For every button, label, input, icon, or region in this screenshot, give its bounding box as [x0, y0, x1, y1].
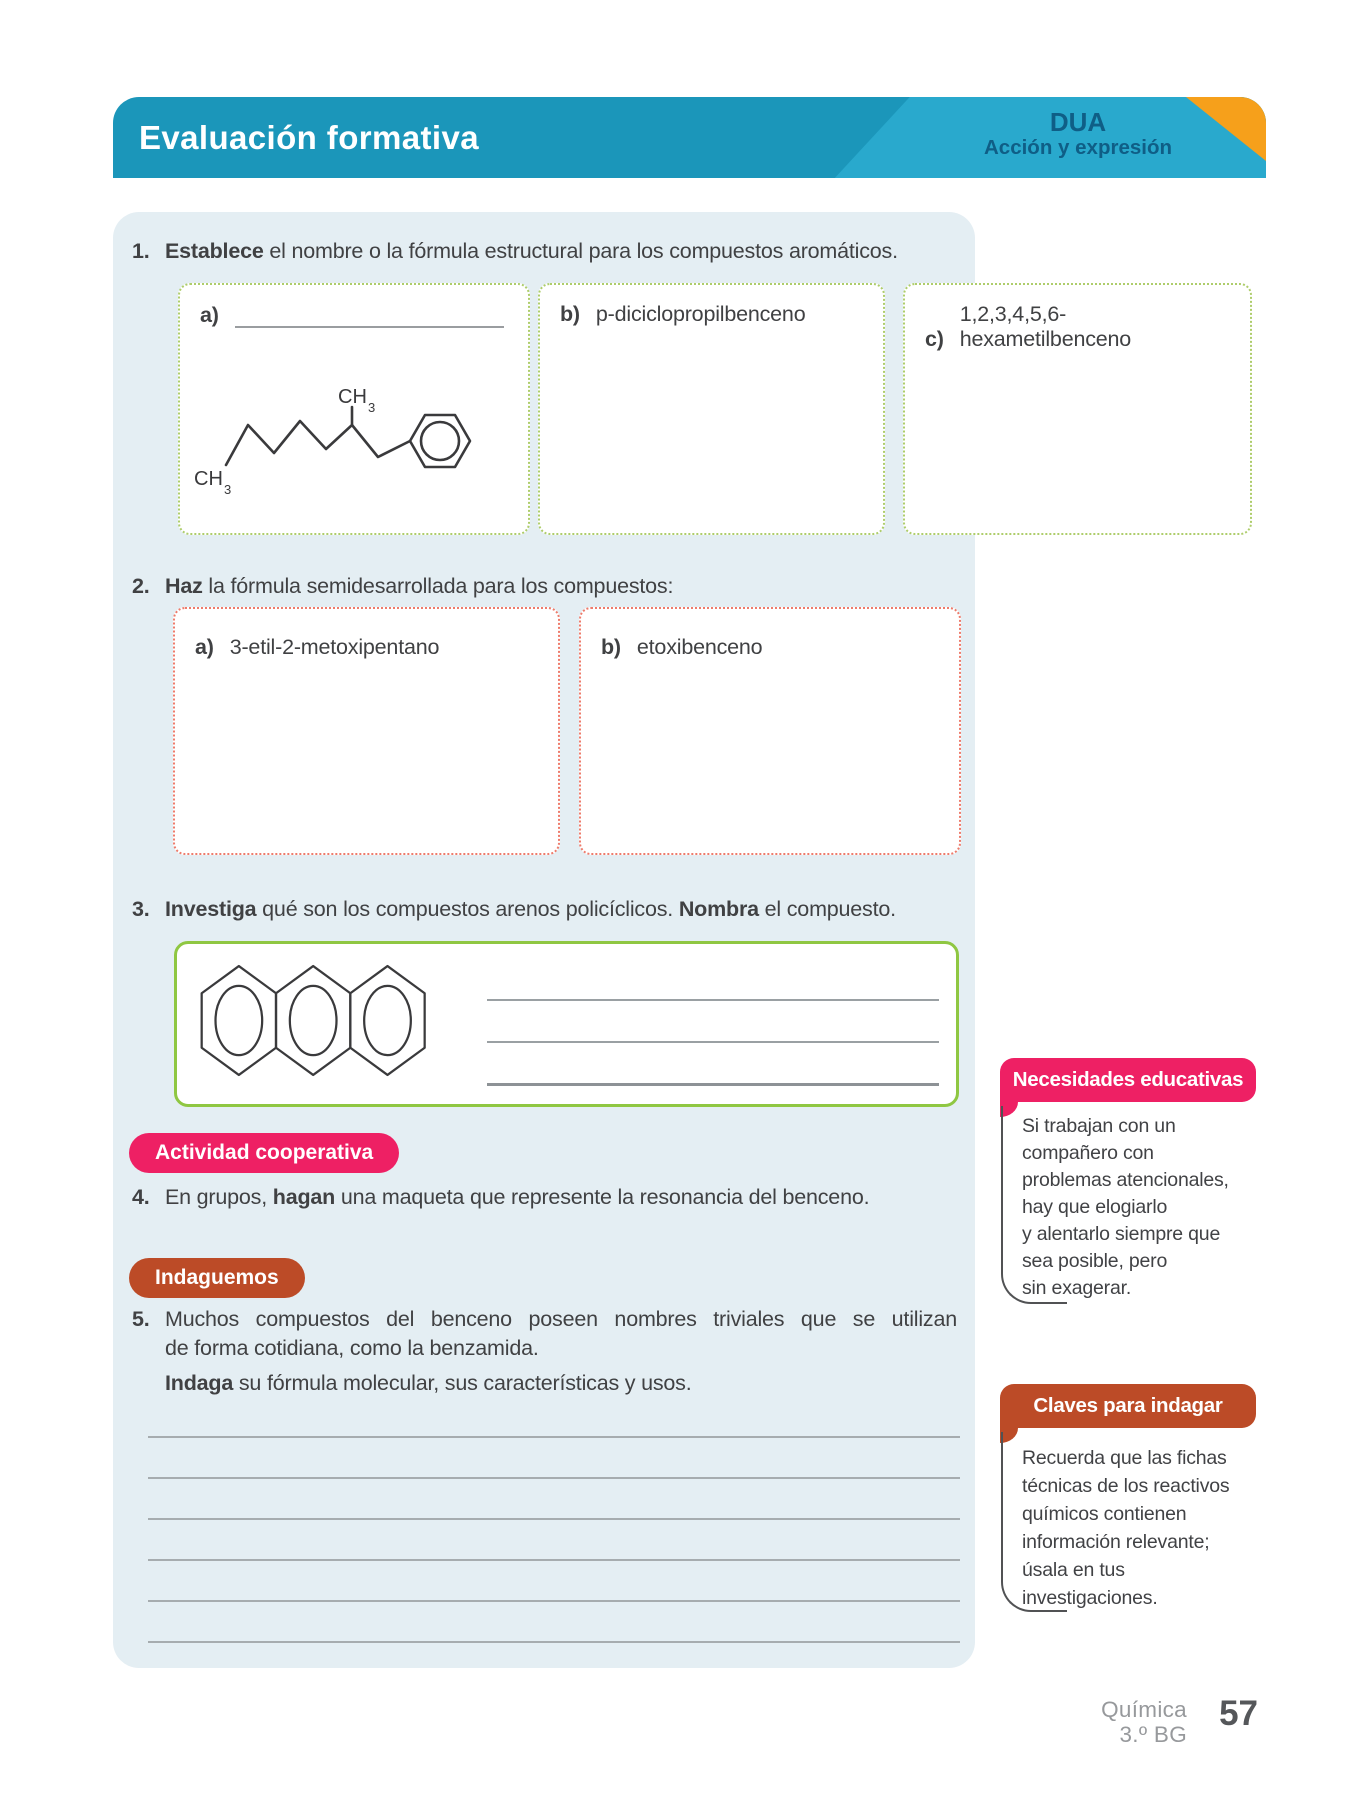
exercise-4-statement [132, 1183, 957, 1212]
writing-line[interactable] [148, 1518, 960, 1520]
writing-line[interactable] [148, 1600, 960, 1602]
methyl-label: CH [194, 468, 223, 490]
page-title: Evaluación formativa [139, 118, 479, 156]
answer-box-2b[interactable] [579, 607, 961, 855]
answer-box-label-row [581, 609, 959, 660]
ring-2-circle [290, 986, 337, 1055]
sidebar-text-line: compañero con [1022, 1142, 1154, 1164]
writing-line[interactable] [148, 1641, 960, 1643]
exercise-verb: Establece [165, 239, 264, 263]
exercise-1-statement [132, 237, 957, 266]
exercise-3-statement [132, 895, 957, 924]
exercise-text-rest: la fórmula semidesarrollada para los compuestos: [202, 574, 674, 598]
exercise-text-rest-2: el compuesto. [758, 897, 896, 921]
subject-label: Química [1101, 1697, 1187, 1722]
grade-label: 3.º BG [1119, 1722, 1187, 1747]
anthracene-structure [193, 960, 461, 1081]
item-label: c) [925, 327, 944, 351]
branch-methyl-label: CH [338, 386, 367, 408]
special-needs-body [1022, 1113, 1272, 1302]
sidebar-text-line: técnicas de los reactivos [1022, 1475, 1230, 1497]
exercise-5-statement [132, 1305, 957, 1398]
answer-box-label-row [905, 285, 1250, 352]
item-label: a) [195, 635, 214, 659]
exercise-subtask [165, 1369, 957, 1398]
exercise-verb: Indaga [165, 1371, 234, 1395]
sidebar-text-line: investigaciones. [1022, 1587, 1158, 1609]
ring-3-circle [364, 986, 411, 1055]
exercise-text-rest: el nombre o la fórmula estructural para los compuestos aromáticos. [263, 239, 898, 263]
cooperative-activity-badge: Actividad cooperativa [129, 1133, 399, 1173]
fused-ring-3 [350, 966, 424, 1075]
dua-subtitle: Acción y expresión [984, 136, 1172, 159]
exercise-text-lead: En grupos, [165, 1185, 273, 1209]
exercise-paragraph-line2: de forma cotidiana, como la benzamida. [165, 1336, 539, 1360]
sidebar-text-line: hay que elogiarlo [1022, 1196, 1168, 1218]
answer-line[interactable] [235, 302, 504, 328]
exercise-paragraph-line1: Muchos compuestos del benceno poseen nombres triviales que se utilizan [165, 1307, 957, 1331]
dua-badge [973, 108, 1183, 160]
footer-meta [1101, 1697, 1187, 1747]
inquiry-keys-body [1022, 1444, 1272, 1612]
exercise-number: 2. [132, 574, 150, 598]
item-label: b) [601, 635, 621, 659]
inquiry-keys-header: Claves para indagar [1000, 1384, 1256, 1428]
dua-title: DUA [1049, 107, 1107, 137]
benzene-ring-circle [421, 422, 459, 460]
exercise-number: 3. [132, 897, 150, 921]
answer-box-1c[interactable] [903, 283, 1252, 535]
branch-methyl-subscript: 3 [368, 400, 376, 415]
aromatic-compound-structure [192, 373, 522, 503]
sidebar-text-line: y alentarlo siempre que [1022, 1223, 1221, 1245]
sidebar-text-line: Si trabajan con un [1022, 1115, 1176, 1137]
exercise-2-statement [132, 572, 957, 601]
writing-line[interactable] [148, 1559, 960, 1561]
answer-box-1a[interactable] [178, 283, 530, 535]
compound-name: 3-etil-2-metoxipentano [229, 635, 440, 659]
sidebar-text-line: problemas atencionales, [1022, 1169, 1229, 1191]
sidebar-text-line: químicos contienen [1022, 1503, 1187, 1525]
item-label: a) [200, 303, 219, 327]
fused-ring-1 [202, 966, 276, 1075]
fused-ring-2 [276, 966, 350, 1075]
exercise-text-rest: su fórmula molecular, sus características y usos. [233, 1371, 692, 1395]
exercise-text [165, 1305, 957, 1398]
special-needs-header: Necesidades educativas [1000, 1058, 1256, 1102]
compound-name: 1,2,3,4,5,6-hexametilbenceno [959, 302, 1132, 351]
orange-corner-shape [1186, 97, 1266, 161]
answer-box-2a[interactable] [173, 607, 560, 855]
exercise-text [165, 572, 957, 601]
answer-line[interactable] [487, 1041, 939, 1043]
exercise-text [165, 1183, 957, 1212]
sidebar-text-line: sin exagerar. [1022, 1277, 1132, 1299]
exercise-verb-2: Nombra [678, 897, 759, 921]
methyl-subscript: 3 [224, 482, 232, 497]
answer-line[interactable] [487, 999, 939, 1001]
exercise-text [165, 237, 957, 266]
exercise-verb: Investiga [165, 897, 257, 921]
exercise-number: 5. [132, 1307, 150, 1331]
answer-box-label-row [540, 285, 883, 327]
exercise-verb: Haz [165, 574, 203, 598]
answer-box-label-row [175, 609, 558, 660]
sidebar-text-line: Recuerda que las fichas [1022, 1447, 1227, 1469]
page-number: 57 [1219, 1694, 1258, 1733]
header-banner [113, 97, 1266, 178]
sidebar-text-line: información relevante; [1022, 1531, 1210, 1553]
compound-name: etoxibenceno [636, 635, 763, 659]
exercise-verb: hagan [272, 1185, 336, 1209]
exercise-number: 1. [132, 239, 150, 263]
writing-line[interactable] [148, 1436, 960, 1438]
compound-name: p-diciclopropilbenceno [595, 302, 806, 326]
inquiry-badge: Indaguemos [129, 1258, 305, 1298]
exercise-text-rest: qué son los compuestos arenos policíclicos. [256, 897, 679, 921]
ring-1-circle [216, 986, 263, 1055]
answer-box-1b[interactable] [538, 283, 885, 535]
sidebar-text-line: úsala en tus [1022, 1559, 1125, 1581]
sidebar-text-line: sea posible, pero [1022, 1250, 1168, 1272]
item-label: b) [560, 302, 580, 326]
exercise-number: 4. [132, 1185, 150, 1209]
exercise-text-rest: una maqueta que represente la resonancia del benceno. [335, 1185, 870, 1209]
orange-corner-accent [1186, 97, 1266, 161]
exercise-text [165, 895, 957, 924]
answer-line[interactable] [487, 1083, 939, 1086]
answer-box-label-row [180, 285, 528, 328]
polycyclic-answer-box[interactable] [174, 941, 959, 1107]
carbon-chain [226, 421, 410, 465]
writing-line[interactable] [148, 1477, 960, 1479]
